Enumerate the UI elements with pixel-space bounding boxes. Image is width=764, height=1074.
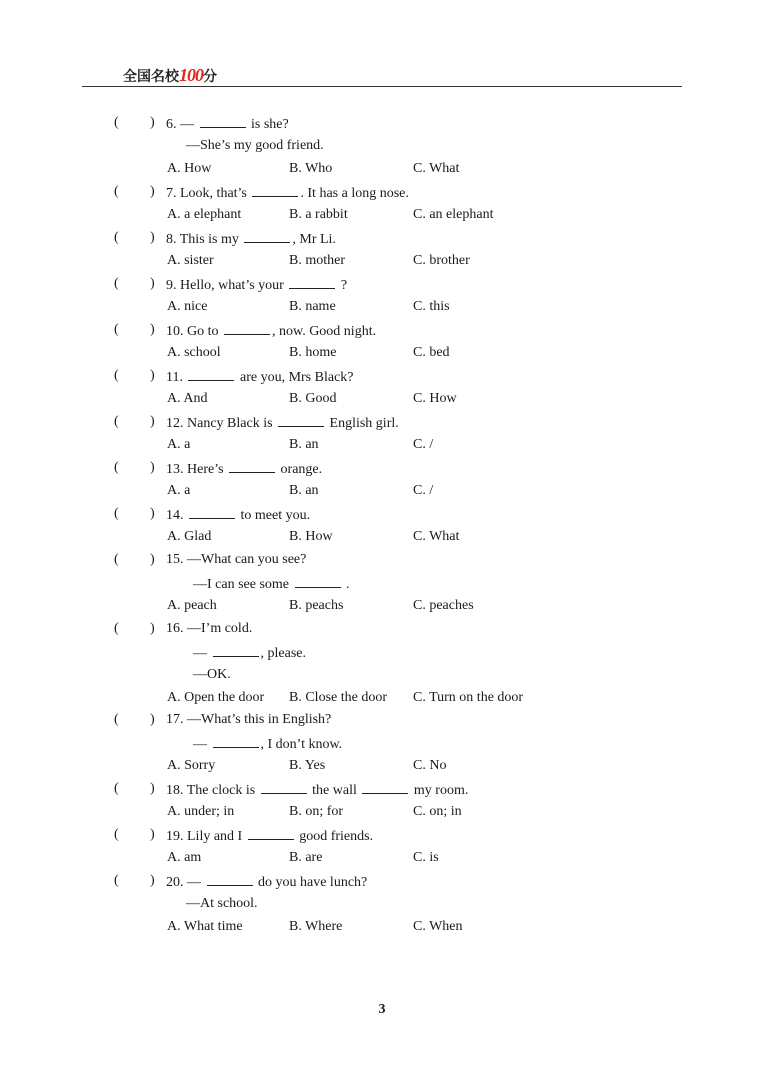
option-b[interactable]: B. home <box>289 345 337 360</box>
option-c[interactable]: C. brother <box>413 253 470 268</box>
answer-blank[interactable] <box>362 781 408 794</box>
question-number: 13. <box>166 462 187 477</box>
dialogue-text: — <box>193 646 211 661</box>
option-c[interactable]: C. No <box>413 758 447 773</box>
question-item <box>0 781 764 819</box>
stem-text: English girl. <box>326 416 399 431</box>
stem-text: , now. Good night. <box>272 324 377 339</box>
brand-suffix: 分 <box>203 69 217 85</box>
question-item <box>0 460 764 498</box>
stem-text: The clock is <box>186 783 259 798</box>
page-number: 3 <box>378 1002 386 1017</box>
question-item <box>0 184 764 222</box>
question-number: 15. <box>166 552 187 567</box>
stem-text: —What can you see? <box>187 552 307 567</box>
stem-text: Look, that’s <box>180 186 251 201</box>
answer-paren-right: ) <box>150 230 155 245</box>
question-stem <box>166 230 336 248</box>
answer-paren-left: ( <box>114 873 119 888</box>
question-stem <box>166 322 376 340</box>
option-b[interactable]: B. How <box>289 529 333 544</box>
answer-paren-left: ( <box>114 621 119 636</box>
answer-blank[interactable] <box>261 781 307 794</box>
dialogue-line <box>193 644 306 662</box>
stem-text: Here’s <box>187 462 228 477</box>
stem-text: Nancy Black is <box>187 416 277 431</box>
option-c[interactable]: C. on; in <box>413 804 462 819</box>
answer-blank[interactable] <box>213 644 259 657</box>
brand-number: 100 <box>179 65 203 85</box>
page-header <box>82 62 682 87</box>
option-a[interactable]: A. am <box>167 850 202 865</box>
question-stem <box>166 552 306 568</box>
question-stem <box>166 827 373 845</box>
answer-paren-right: ) <box>150 552 155 567</box>
stem-text: is she? <box>247 117 289 132</box>
question-number: 11. <box>166 370 187 385</box>
option-c[interactable]: C. What <box>413 529 460 544</box>
option-b[interactable]: B. peachs <box>289 598 344 613</box>
dialogue-line <box>193 575 350 593</box>
option-b[interactable]: B. an <box>289 483 319 498</box>
answer-paren-left: ( <box>114 552 119 567</box>
question-number: 17. <box>166 712 187 727</box>
answer-paren-left: ( <box>114 712 119 727</box>
answer-paren-left: ( <box>114 322 119 337</box>
option-c[interactable]: C. is <box>413 850 439 865</box>
dialogue-text: . <box>342 577 350 592</box>
stem-text: are you, Mrs Black? <box>236 370 354 385</box>
question-item <box>0 506 764 544</box>
option-a[interactable]: A. Sorry <box>167 758 216 773</box>
question-number: 18. <box>166 783 187 798</box>
option-c[interactable]: C. What <box>413 161 460 176</box>
stem-text: good friends. <box>295 829 374 844</box>
question-stem <box>166 414 399 432</box>
stem-text: Go to <box>187 324 222 339</box>
answer-blank[interactable] <box>244 230 290 243</box>
answer-blank[interactable] <box>188 368 234 381</box>
answer-paren-left: ( <box>114 460 119 475</box>
answer-paren-right: ) <box>150 506 155 521</box>
dialogue-line: —OK. <box>193 667 231 682</box>
option-b[interactable]: B. Good <box>289 391 337 406</box>
option-c[interactable]: C. Turn on the door <box>413 690 524 705</box>
question-item <box>0 712 764 773</box>
answer-blank[interactable] <box>200 115 246 128</box>
option-a[interactable]: A. peach <box>167 598 217 613</box>
stem-text: ? <box>337 278 348 293</box>
question-stem <box>166 712 331 728</box>
question-item <box>0 414 764 452</box>
question-stem <box>166 873 367 891</box>
answer-blank[interactable] <box>278 414 324 427</box>
option-b[interactable]: B. a rabbit <box>289 207 348 222</box>
question-stem <box>166 368 354 386</box>
dialogue-line: —At school. <box>186 896 258 911</box>
stem-text: Hello, what’s your <box>180 278 288 293</box>
answer-paren-right: ) <box>150 184 155 199</box>
option-a[interactable]: A. Glad <box>167 529 212 544</box>
answer-blank[interactable] <box>213 735 259 748</box>
option-a[interactable]: A. a elephant <box>167 207 242 222</box>
question-stem <box>166 621 252 637</box>
option-c[interactable]: C. bed <box>413 345 450 360</box>
answer-paren-right: ) <box>150 712 155 727</box>
answer-paren-right: ) <box>150 276 155 291</box>
option-a[interactable]: A. sister <box>167 253 214 268</box>
answer-paren-right: ) <box>150 621 155 636</box>
stem-text: This is my <box>179 232 243 247</box>
answer-blank[interactable] <box>289 276 335 289</box>
brand-prefix: 全国名校 <box>123 69 179 85</box>
answer-paren-right: ) <box>150 873 155 888</box>
question-item <box>0 322 764 360</box>
dialogue-text: , I don’t know. <box>260 737 343 752</box>
dialogue-text: , please. <box>260 646 306 661</box>
answer-paren-right: ) <box>150 368 155 383</box>
dialogue-line: —She’s my good friend. <box>186 138 324 153</box>
option-c[interactable]: C. / <box>413 437 434 452</box>
question-number: 10. <box>166 324 187 339</box>
stem-text: — <box>187 875 205 890</box>
option-b[interactable]: B. an <box>289 437 319 452</box>
answer-paren-left: ( <box>114 276 119 291</box>
question-number: 19. <box>166 829 187 844</box>
question-item <box>0 873 764 934</box>
answer-blank[interactable] <box>295 575 341 588</box>
stem-text: Lily and I <box>187 829 246 844</box>
answer-blank[interactable] <box>189 506 235 519</box>
answer-paren-left: ( <box>114 781 119 796</box>
question-stem <box>166 506 310 524</box>
question-stem <box>166 781 468 799</box>
option-c[interactable]: C. When <box>413 919 463 934</box>
stem-text: my room. <box>410 783 469 798</box>
question-item <box>0 276 764 314</box>
question-number: 16. <box>166 621 187 636</box>
option-b[interactable]: B. name <box>289 299 336 314</box>
stem-text: , Mr Li. <box>292 232 336 247</box>
stem-text: . It has a long nose. <box>300 186 409 201</box>
answer-paren-left: ( <box>114 368 119 383</box>
brand-logo <box>123 65 217 86</box>
option-a[interactable]: A. under; in <box>167 804 235 819</box>
option-c[interactable]: C. peaches <box>413 598 474 613</box>
dialogue-text: — <box>193 737 211 752</box>
option-b[interactable]: B. Where <box>289 919 343 934</box>
option-a[interactable]: A. a <box>167 437 191 452</box>
answer-paren-left: ( <box>114 827 119 842</box>
question-item <box>0 368 764 406</box>
answer-paren-right: ) <box>150 115 155 130</box>
answer-paren-left: ( <box>114 184 119 199</box>
answer-paren-right: ) <box>150 460 155 475</box>
dialogue-text: —I can see some <box>193 577 293 592</box>
stem-text: to meet you. <box>237 508 311 523</box>
question-item <box>0 621 764 705</box>
answer-paren-left: ( <box>114 414 119 429</box>
question-number: 14. <box>166 508 187 523</box>
question-item <box>0 230 764 268</box>
stem-text: do you have lunch? <box>254 875 368 890</box>
question-number: 12. <box>166 416 187 431</box>
question-number: 7. <box>166 186 180 201</box>
question-item <box>0 827 764 865</box>
answer-paren-right: ) <box>150 322 155 337</box>
option-c[interactable]: C. this <box>413 299 450 314</box>
answer-paren-left: ( <box>114 506 119 521</box>
option-a[interactable]: A. nice <box>167 299 208 314</box>
answer-paren-right: ) <box>150 414 155 429</box>
option-c[interactable]: C. / <box>413 483 434 498</box>
question-number: 20. <box>166 875 187 890</box>
stem-text: orange. <box>277 462 323 477</box>
option-a[interactable]: A. How <box>167 161 212 176</box>
answer-blank[interactable] <box>248 827 294 840</box>
option-b[interactable]: B. mother <box>289 253 345 268</box>
question-stem <box>166 115 289 133</box>
option-a[interactable]: A. school <box>167 345 221 360</box>
option-b[interactable]: B. Yes <box>289 758 326 773</box>
question-stem <box>166 184 409 202</box>
answer-paren-right: ) <box>150 781 155 796</box>
stem-text: — <box>180 117 198 132</box>
dialogue-line <box>193 735 342 753</box>
option-b[interactable]: B. are <box>289 850 323 865</box>
option-a[interactable]: A. Open the door <box>167 690 265 705</box>
answer-paren-left: ( <box>114 115 119 130</box>
option-c[interactable]: C. an elephant <box>413 207 494 222</box>
stem-text: —I’m cold. <box>187 621 253 636</box>
question-stem <box>166 460 322 478</box>
question-number: 9. <box>166 278 180 293</box>
question-stem <box>166 276 347 294</box>
answer-paren-right: ) <box>150 827 155 842</box>
answer-blank[interactable] <box>252 184 298 197</box>
stem-text: —What’s this in English? <box>187 712 332 727</box>
option-a[interactable]: A. What time <box>167 919 243 934</box>
option-b[interactable]: B. Who <box>289 161 333 176</box>
answer-blank[interactable] <box>207 873 253 886</box>
question-number: 8. <box>166 232 180 247</box>
question-item <box>0 115 764 176</box>
option-c[interactable]: C. How <box>413 391 457 406</box>
answer-blank[interactable] <box>229 460 275 473</box>
answer-blank[interactable] <box>224 322 270 335</box>
question-item <box>0 552 764 613</box>
option-a[interactable]: A. And <box>167 391 208 406</box>
option-a[interactable]: A. a <box>167 483 191 498</box>
option-b[interactable]: B. on; for <box>289 804 344 819</box>
option-b[interactable]: B. Close the door <box>289 690 387 705</box>
question-number: 6. <box>166 117 180 132</box>
answer-paren-left: ( <box>114 230 119 245</box>
stem-text: the wall <box>308 783 361 798</box>
